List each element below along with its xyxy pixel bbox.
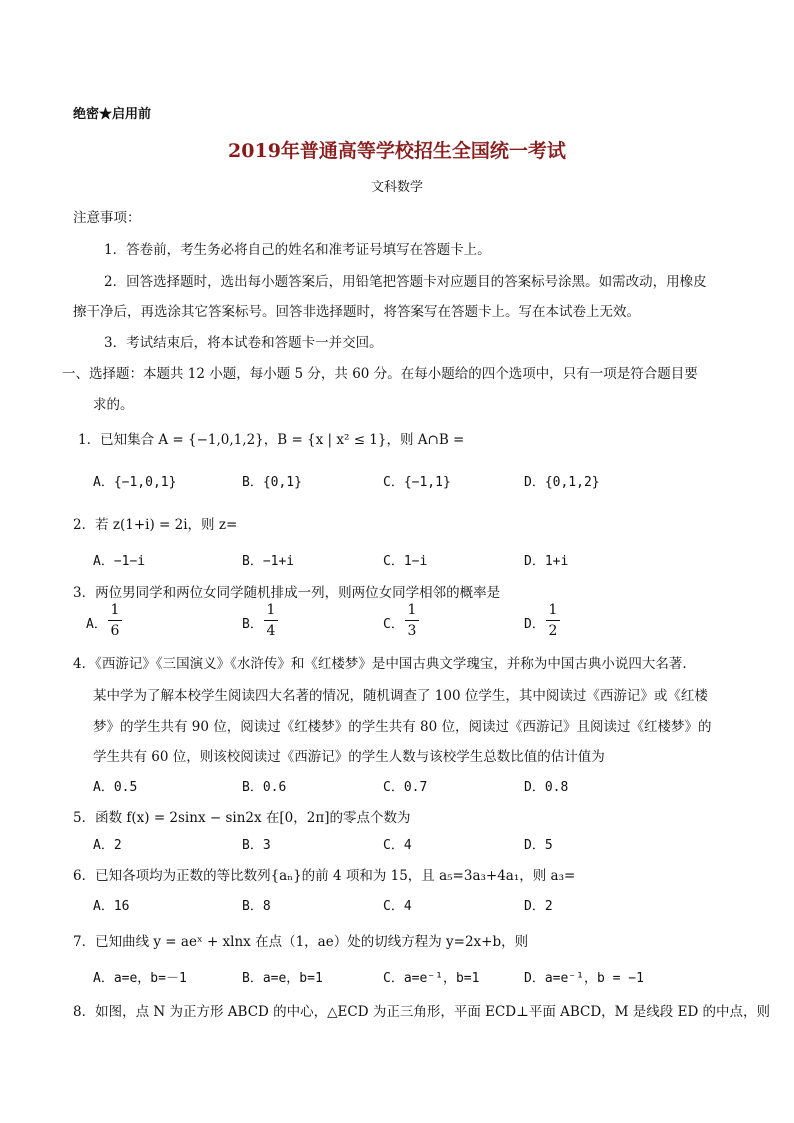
q7-option-b: B．a=e，b=1 [242, 971, 323, 986]
q1-stem: 1．已知集合 A = {−1,0,1,2}，B = {x | x² ≤ 1}，则 A∩B = [78, 432, 465, 448]
q3-option-c-numerator: 1 [407, 602, 417, 618]
q3-option-a-label: A． [86, 617, 107, 632]
confidential-label: 绝密★启用前 [73, 107, 152, 122]
q2-option-b: B．−1+i [242, 554, 295, 569]
note-item-2-line-2: 擦干净后，再选涂其它答案标号。回答非选择题时，将答案写在答题卡上。写在本试卷上无效。 [73, 304, 640, 320]
q3-option-b-numerator: 1 [266, 602, 276, 618]
q3-stem: 3．两位男同学和两位女同学随机排成一列，则两位女同学相邻的概率是 [73, 585, 501, 601]
q6-stem: 6．已知各项均为正数的等比数列{aₙ}的前 4 项和为 15，且 a₅=3a₃+4a₁，则 a₃= [73, 868, 576, 884]
q4-stem-line-1: 4．《西游记》《三国演义》《水浒传》和《红楼梦》是中国古典文学瑰宝，并称为中国古典小说四大名著. [73, 656, 687, 672]
q2-option-a: A．−1−i [93, 554, 146, 569]
q2-option-c: C．1−i [383, 554, 428, 569]
q6-option-a: A．16 [93, 899, 130, 914]
q6-option-d: D．2 [524, 899, 553, 914]
q3-option-b-denominator: 4 [266, 623, 276, 639]
note-item-1: 1．答卷前，考生务必将自己的姓名和准考证号填写在答题卡上。 [104, 242, 491, 258]
q4-option-c: C．0.7 [383, 780, 428, 795]
q5-option-c: C．4 [383, 838, 412, 853]
q1-option-c: C．{−1,1} [383, 475, 451, 490]
q3-option-d-label: D． [524, 617, 545, 632]
q7-option-d: D．a=e⁻¹，b = −1 [524, 971, 644, 986]
notes-heading: 注意事项： [73, 210, 141, 226]
exam-title: 2019年普通高等学校招生全国统一考试 [228, 140, 566, 162]
q5-stem: 5．函数 f(x) = 2sinx − sin2x 在[0，2π]的零点个数为 [73, 810, 411, 826]
q5-option-a: A．2 [93, 838, 122, 853]
q3-option-a-numerator: 1 [110, 602, 120, 618]
q3-option-c-denominator: 3 [407, 623, 417, 639]
q2-stem: 2．若 z(1+i) = 2i，则 z= [73, 517, 238, 533]
q3-option-d-numerator: 1 [548, 602, 558, 618]
q1-option-d: D．{0,1,2} [524, 475, 600, 490]
q3-option-b-label: B． [242, 617, 263, 632]
q3-option-b-fraction [264, 601, 278, 640]
q1-option-b: B．{0,1} [242, 475, 302, 490]
q3-option-d-denominator: 2 [548, 623, 558, 639]
q3-option-d-fraction [546, 601, 560, 640]
q4-stem-line-3: 梦》的学生共有 90 位，阅读过《红楼梦》的学生共有 80 位，阅读过《西游记》且阅读过《红楼梦》的 [93, 719, 712, 735]
q7-option-a: A．a=e，b=－1 [93, 971, 187, 986]
q5-option-b: B．3 [242, 838, 271, 853]
q3-option-a-denominator: 6 [110, 623, 120, 639]
q4-option-d: D．0.8 [524, 780, 569, 795]
q6-option-c: C．4 [383, 899, 412, 914]
section-heading-line-1: 一、选择题：本题共 12 小题，每小题 5 分，共 60 分。在每小题给的四个选项中，只有一项是符合题目要 [62, 366, 698, 382]
q3-option-c-label: C． [383, 617, 404, 632]
note-item-2-line-1: 2．回答选择题时，选出每小题答案后，用铅笔把答题卡对应题目的答案标号涂黑。如需改动，用橡皮 [104, 274, 707, 290]
q1-option-a: A．{−1,0,1} [93, 475, 177, 490]
section-heading-line-2: 求的。 [93, 397, 134, 413]
note-item-3: 3．考试结束后，将本试卷和答题卡一并交回。 [104, 335, 383, 351]
q4-stem-line-4: 学生共有 60 位，则该校阅读过《西游记》的学生人数与该校学生总数比值的估计值为 [93, 749, 605, 765]
q5-option-d: D．5 [524, 838, 553, 853]
q7-stem: 7．已知曲线 y = aeˣ + xlnx 在点（1，ae）处的切线方程为 y=2x+b，则 [73, 934, 529, 950]
q4-option-a: A．0.5 [93, 780, 138, 795]
q3-option-c-fraction [405, 601, 419, 640]
q8-stem: 8．如图，点 N 为正方形 ABCD 的中心，△ECD 为正三角形，平面 ECD⊥平面 ABCD，M 是线段 ED 的中点，则 [73, 1004, 771, 1020]
q2-option-d: D．1+i [524, 554, 569, 569]
exam-subtitle: 文科数学 [370, 180, 423, 195]
q4-stem-line-2: 某中学为了解本校学生阅读四大名著的情况，随机调查了 100 位学生，其中阅读过《西游记》或《红楼 [93, 688, 708, 704]
q4-option-b: B．0.6 [242, 780, 287, 795]
q7-option-c: C．a=e⁻¹，b=1 [383, 971, 480, 986]
q6-option-b: B．8 [242, 899, 271, 914]
q3-option-a-fraction [108, 601, 122, 640]
